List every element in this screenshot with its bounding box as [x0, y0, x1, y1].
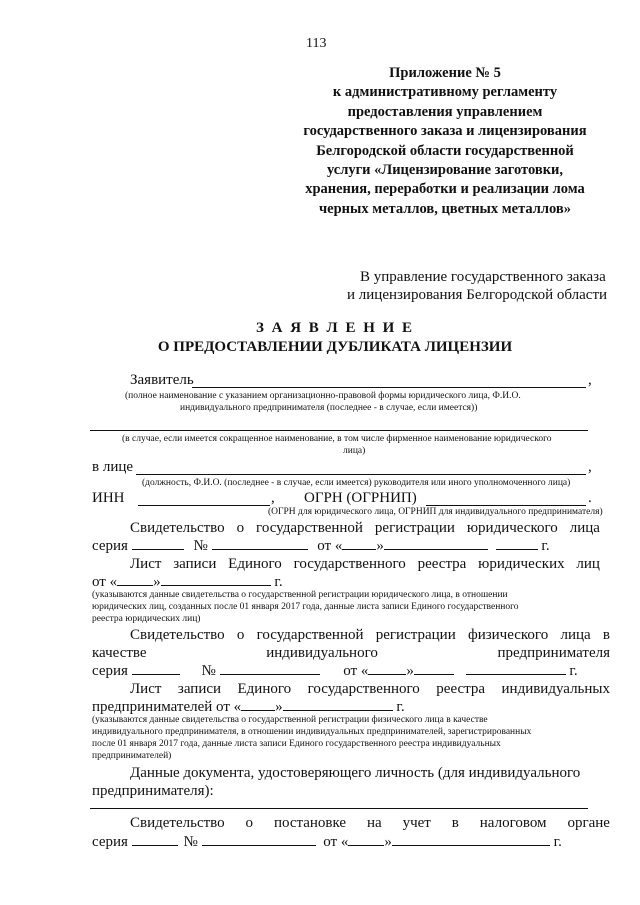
word: Единого — [237, 681, 292, 697]
addressee-line-1: В управление государственного заказа — [360, 269, 606, 285]
month-field[interactable] — [414, 662, 454, 675]
ip-cert-line — [130, 627, 610, 644]
word: Свидетельство — [130, 520, 225, 536]
word: государственного — [307, 681, 420, 697]
series-field[interactable] — [132, 833, 178, 846]
id-doc-line-1: Данные документа, удостоверяющего личность (для индивидуального — [130, 765, 581, 781]
word: в — [602, 627, 610, 643]
addressee-line-2: и лицензирования Белгородской области — [347, 287, 608, 303]
egrip-hint-4: предпринимателей) — [92, 751, 172, 761]
word: индивидуального — [266, 645, 378, 661]
appendix-header — [290, 64, 600, 219]
word: органе — [567, 815, 610, 831]
ogrn-label: ОГРН (ОГРНИП) — [304, 490, 417, 506]
year-field[interactable] — [496, 537, 538, 550]
series-label: серия — [92, 834, 128, 850]
applicant-hint-2: индивидуального предпринимателя (последнее - в случае, если имеется)) — [180, 403, 478, 413]
year-label: г. — [569, 663, 578, 679]
egrul-hint-1: (указываются данные свидетельства о государственной регистрации юридического лица, в отношении — [92, 590, 508, 600]
applicant-field[interactable] — [192, 387, 586, 388]
header-line: предоставления управлением — [347, 103, 543, 120]
applicant-label: Заявитель — [130, 372, 194, 388]
month-field[interactable] — [161, 573, 271, 586]
word: государственной — [256, 627, 364, 643]
ogrn-dot: . — [588, 490, 592, 506]
word: реестра — [436, 681, 486, 697]
from-label: от « — [92, 574, 118, 590]
word: лица — [569, 520, 600, 536]
year-field[interactable] — [466, 662, 566, 675]
ogrn-hint: (ОГРН для юридического лица, ОГРНИП для индивидуального предпринимателя) — [268, 507, 603, 517]
inn-label: ИНН — [92, 490, 125, 506]
quote-close: » — [384, 834, 392, 850]
series-field[interactable] — [132, 537, 184, 550]
day-field[interactable] — [117, 573, 153, 586]
inn-comma: , — [271, 490, 275, 506]
id-doc-field[interactable] — [90, 808, 588, 809]
document-title: З А Я В Л Е Н И Е — [255, 320, 415, 336]
from-label: от « — [323, 834, 349, 850]
header-line: черных металлов, цветных металлов» — [319, 200, 571, 217]
inn-field[interactable] — [138, 505, 270, 506]
person-label: в лице — [92, 459, 134, 475]
number-field[interactable] — [202, 833, 316, 846]
applicant-comma: , — [588, 372, 592, 388]
word: Свидетельство — [130, 815, 225, 831]
number-label: № — [201, 663, 216, 679]
egrip-hint-2: индивидуального предпринимателя, в отношении индивидуальных предпринимателей, зарегистрированных — [92, 727, 532, 737]
word: постановке — [273, 815, 347, 831]
word: записи — [173, 556, 217, 572]
header-line: услуги «Лицензирование заготовки, — [326, 162, 564, 179]
from-label: от « — [343, 663, 369, 679]
word: регистрации — [375, 627, 456, 643]
ogrn-field[interactable] — [426, 505, 586, 506]
quote-close: » — [275, 699, 283, 715]
word: качестве — [92, 645, 147, 661]
ip-cert-line-2 — [92, 645, 610, 662]
series-field[interactable] — [132, 662, 180, 675]
year-label: г. — [541, 538, 550, 554]
word: о — [236, 627, 245, 643]
word: учет — [402, 815, 431, 831]
year-label: г. — [396, 699, 405, 715]
quote-close: » — [376, 538, 384, 554]
word: юридических — [478, 556, 565, 572]
applicant-hint-1: (полное наименование с указанием организационно-правовой формы юридического лица, Ф.И.О. — [125, 391, 521, 401]
tax-cert-series-row — [92, 833, 562, 851]
id-doc-line-2: предпринимателя): — [92, 783, 214, 799]
word: регистрации — [374, 520, 455, 536]
egrip-line — [130, 681, 610, 698]
word: на — [367, 815, 382, 831]
month-field[interactable] — [384, 537, 488, 550]
person-hint: (должность, Ф.И.О. (последнее - в случае, если имеется) руководителя или иного уполномоченного лица) — [142, 478, 571, 488]
word: предпринимателя — [497, 645, 610, 661]
year-label: г. — [553, 834, 562, 850]
egrip-line-2: предпринимателей от « — [92, 699, 242, 715]
header-line: государственного заказа и лицензирования — [303, 123, 587, 140]
document-subtitle: О ПРЕДОСТАВЛЕНИИ ДУБЛИКАТА ЛИЦЕНЗИИ — [157, 339, 513, 355]
word: индивидуальных — [501, 681, 610, 697]
egrul-hint-3: реестра юридических лиц) — [92, 614, 201, 624]
from-label: от « — [317, 538, 343, 554]
word: о — [245, 815, 254, 831]
series-label: серия — [92, 663, 128, 679]
day-field[interactable] — [241, 698, 275, 711]
tax-cert-line — [130, 815, 610, 832]
word: Свидетельство — [130, 627, 225, 643]
word: в — [451, 815, 459, 831]
short-name-hint-1: (в случае, если имеется сокращенное наименование, в том числе фирменное наименование юридического — [122, 434, 552, 444]
word: налоговом — [479, 815, 547, 831]
egrul-hint-2: юридических лиц, созданных после 01 января 2017 года, данные листа записи Единого государственного — [92, 602, 519, 612]
header-line: Приложение № 5 — [389, 65, 501, 81]
number-field[interactable] — [212, 537, 308, 550]
word: государственного — [293, 556, 406, 572]
header-line: Белгородской области государственной — [316, 142, 574, 159]
number-label: № — [183, 834, 198, 850]
number-field[interactable] — [220, 662, 320, 675]
word: записи — [177, 681, 222, 697]
ip-cert-series-row — [92, 662, 578, 680]
quote-close: » — [153, 574, 161, 590]
egrip-hint-3: после 01 января 2017 года, данные листа записи Единого государственного реестра индивидуальных — [92, 739, 501, 749]
series-label: серия — [92, 538, 128, 554]
year-label: г. — [274, 574, 283, 590]
word: физического — [467, 627, 549, 643]
word: Лист — [130, 556, 162, 572]
egrip-hint-1: (указываются данные свидетельства о государственной регистрации физического лица в качестве — [92, 715, 488, 725]
quote-close: » — [406, 663, 414, 679]
legal-cert-line — [130, 520, 600, 537]
word: реестра — [417, 556, 467, 572]
word: лиц — [576, 556, 600, 572]
egrul-date-row — [92, 573, 283, 591]
legal-cert-series-row — [92, 537, 550, 555]
month-field[interactable] — [392, 833, 550, 846]
number-label: № — [193, 538, 208, 554]
day-field[interactable] — [342, 537, 376, 550]
short-name-hint-2: лица) — [343, 446, 366, 456]
egrul-line — [130, 556, 600, 573]
day-field[interactable] — [368, 662, 406, 675]
month-field[interactable] — [283, 698, 393, 711]
person-field[interactable] — [136, 474, 586, 475]
word: государственной — [256, 520, 363, 536]
word: Единого — [228, 556, 282, 572]
word: о — [236, 520, 245, 536]
word: Лист — [130, 681, 162, 697]
word: лица — [560, 627, 591, 643]
header-line: хранения, переработки и реализации лома — [305, 181, 585, 198]
person-comma: , — [588, 459, 592, 475]
egrip-date-row — [92, 698, 405, 716]
short-name-field[interactable] — [90, 430, 588, 431]
word: юридического — [466, 520, 558, 536]
header-line: к административному регламенту — [332, 84, 558, 101]
day-field[interactable] — [348, 833, 384, 846]
page-number: 113 — [306, 36, 327, 51]
